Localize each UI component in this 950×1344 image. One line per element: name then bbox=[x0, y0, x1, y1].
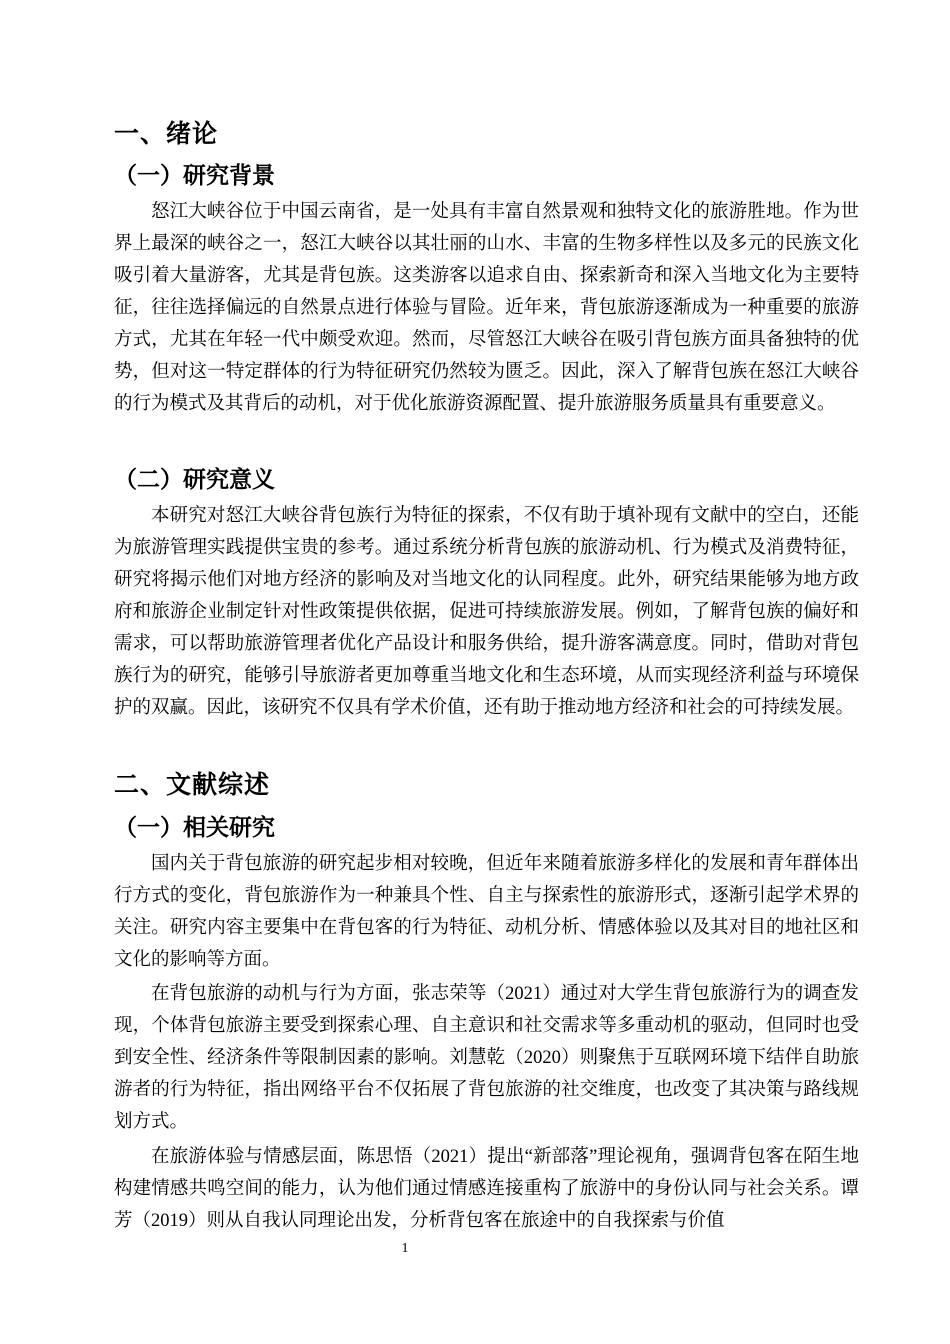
section-heading-introduction: 一、绪论 bbox=[114, 119, 219, 148]
paragraph-background: 怒江大峡谷位于中国云南省，是一处具有丰富自然景观和独特文化的旅游胜地。作为世界上最深的峡谷之一，怒江大峡谷以其壮丽的山水、丰富的生物多样性以及多元的民族文化吸引着大量游客，尤其是背包族。这类游客以追求自由、探索新奇和深入当地文化为主要特征，往往选择偏远的自然景点进行体验与冒险。近年来，背包旅游逐渐成为一种重要的旅游方式，尤其在年轻一代中颇受欢迎。然而，尽管怒江大峡谷在吸引背包族方面具备独特的优势，但对这一特定群体的行为特征研究仍然较为匮乏。因此，深入了解背包族在怒江大峡谷的行为模式及其背后的动机，对于优化旅游资源配置、提升旅游服务质量具有重要意义。 bbox=[114, 202, 859, 414]
paragraph-related-research-3: 在旅游体验与情感层面，陈思悟（2021）提出“新部落”理论视角，强调背包客在陌生地构建情感共鸣空间的能力，认为他们通过情感连接重构了旅游中的身份认同与社会关系。谭芳（2019）则从自我认同理论出发，分析背包客在旅途中的自我探索与价值 bbox=[114, 1147, 859, 1231]
paragraph-significance: 本研究对怒江大峡谷背包族行为特征的探索，不仅有助于填补现有文献中的空白，还能为旅游管理实践提供宝贵的参考。通过系统分析背包族的旅游动机、行为模式及消费特征，研究将揭示他们对地方经济的影响及对当地文化的认同程度。此外，研究结果能够为地方政府和旅游企业制定针对性政策提供依据，促进可持续旅游发展。例如，了解背包族的偏好和需求，可以帮助旅游管理者优化产品设计和服务供给，提升游客满意度。同时，借助对背包族行为的研究，能够引导旅游者更加尊重当地文化和生态环境，从而实现经济利益与环境保护的双赢。因此，该研究不仅具有学术价值，还有助于推动地方经济和社会的可持续发展。 bbox=[114, 506, 859, 718]
page-number: 1 bbox=[401, 1241, 409, 1256]
section-heading-literature-review: 二、文献综述 bbox=[114, 770, 271, 799]
subsection-heading-background: （一）研究背景 bbox=[114, 163, 275, 189]
paragraph-related-research-2: 在背包旅游的动机与行为方面，张志荣等（2021）通过对大学生背包旅游行为的调查发现，个体背包旅游主要受到探索心理、自主意识和社交需求等多重动机的驱动，但同时也受到安全性、经济条件等限制因素的影响。刘慧乾（2020）则聚焦于互联网环境下结伴自助旅游者的行为特征，指出网络平台不仅拓展了背包旅游的社交维度，也改变了其决策与路线规划方式。 bbox=[114, 984, 859, 1132]
subsection-heading-significance: （二）研究意义 bbox=[114, 467, 275, 493]
paragraph-related-research-1: 国内关于背包旅游的研究起步相对较晚，但近年来随着旅游多样化的发展和青年群体出行方式的变化，背包旅游作为一种兼具个性、自主与探索性的旅游形式，逐渐引起学术界的关注。研究内容主要集中在背包客的行为特征、动机分析、情感体验以及其对目的地社区和文化的影响等方面。 bbox=[114, 854, 859, 970]
subsection-heading-related-research: （一）相关研究 bbox=[114, 815, 275, 841]
